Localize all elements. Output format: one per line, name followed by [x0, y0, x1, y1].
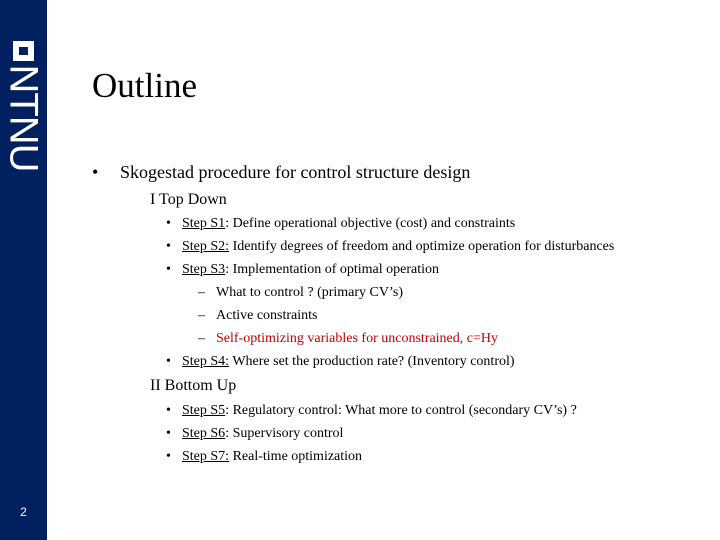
bullet-dot-icon: •	[166, 403, 171, 418]
step-s6-link[interactable]: Step S6	[182, 426, 226, 441]
ntnu-logo-text: NTNU	[1, 64, 46, 172]
step-s3-text: : Implementation of optimal operation	[225, 262, 440, 277]
bullet-main-text: Skogestad procedure for control structure design	[120, 162, 471, 182]
step-s4-link[interactable]: Step S4:	[182, 354, 230, 369]
step-s5-text: : Regulatory control: What more to control (secondary CV’s) ?	[225, 403, 577, 418]
list-item-step-s2	[166, 239, 614, 255]
sub-item-text-highlighted: Self-optimizing variables for unconstrained, c=Hy	[216, 331, 498, 346]
step-s3-link[interactable]: Step S3	[182, 262, 226, 277]
bullet-dot-icon: •	[166, 262, 171, 277]
sub-item-self-optimizing	[198, 331, 498, 347]
sub-item-text: What to control ? (primary CV’s)	[216, 285, 404, 300]
dash-icon: –	[198, 285, 205, 300]
section-bottom-up: II Bottom Up	[150, 377, 237, 394]
step-s6-text: : Supervisory control	[225, 426, 344, 441]
list-item-step-s5	[166, 403, 577, 419]
sidebar	[0, 0, 47, 540]
list-item-step-s1	[166, 216, 515, 232]
bullet-dot-icon: •	[166, 216, 171, 231]
step-s7-text: Real-time optimization	[229, 449, 363, 464]
bullet-dot-icon: •	[166, 449, 171, 464]
sub-item-active-constraints	[198, 308, 317, 324]
page-number: 2	[20, 505, 27, 519]
bullet-dot-icon: •	[166, 354, 171, 369]
list-item-step-s6	[166, 426, 343, 442]
step-s2-link[interactable]: Step S2:	[182, 239, 230, 254]
ntnu-logo-square-icon	[13, 41, 34, 61]
bullet-dot-icon: •	[166, 426, 171, 441]
step-s1-text: : Define operational objective (cost) and constraints	[225, 216, 516, 231]
list-item-step-s7	[166, 449, 362, 465]
step-s1-link[interactable]: Step S1	[182, 216, 226, 231]
list-item-step-s4	[166, 354, 515, 370]
step-s2-text: Identify degrees of freedom and optimize operation for disturbances	[229, 239, 615, 254]
bullet-dot-icon: •	[166, 239, 171, 254]
section-top-down: I Top Down	[150, 191, 227, 208]
slide-title: Outline	[92, 66, 197, 105]
step-s5-link[interactable]: Step S5	[182, 403, 226, 418]
bullet-dot-icon: •	[92, 162, 99, 182]
step-s4-text: Where set the production rate? (Inventory control)	[229, 354, 515, 369]
dash-icon: –	[198, 308, 205, 323]
list-item-step-s3	[166, 262, 439, 278]
dash-icon: –	[198, 331, 205, 346]
step-s7-link[interactable]: Step S7:	[182, 449, 230, 464]
sub-item-text: Active constraints	[216, 308, 318, 323]
bullet-main	[92, 162, 470, 183]
sub-item-what-to-control	[198, 285, 403, 301]
